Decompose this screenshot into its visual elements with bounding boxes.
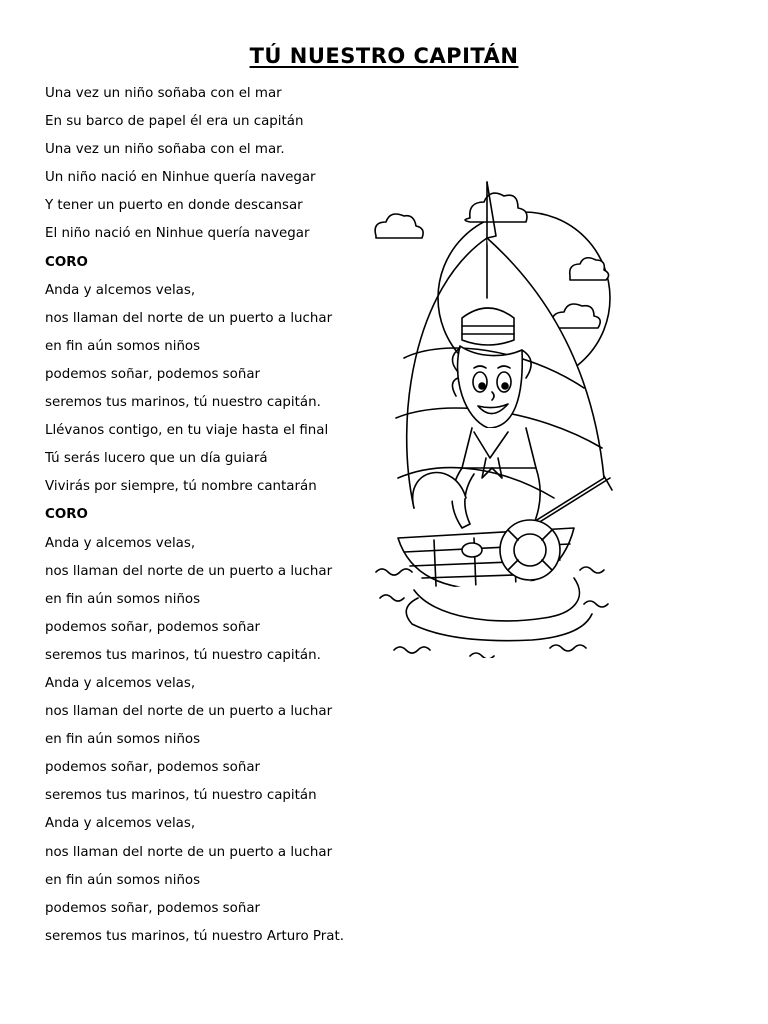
lyric-line: nos llaman del norte de un puerto a luchar: [45, 844, 333, 860]
lyric-line: podemos soñar, podemos soñar: [45, 760, 261, 776]
lyric-line: podemos soñar, podemos soñar: [45, 619, 261, 635]
lyric-line: Una vez un niño soñaba con el mar.: [45, 142, 285, 158]
lyric-line: nos llaman del norte de un puerto a luchar: [45, 563, 333, 579]
page-title: [0, 44, 768, 68]
lyric-line: seremos tus marinos, tú nuestro capitán.: [45, 395, 321, 411]
lyric-line: Tú serás lucero que un día guiará: [45, 451, 268, 467]
chorus-heading: CORO: [45, 254, 88, 270]
page-title-text: TÚ NUESTRO CAPITÁN: [249, 44, 519, 68]
lyric-line: Vivirás por siempre, tú nombre cantarán: [45, 479, 317, 495]
lyric-line: Y tener un puerto en donde descansar: [45, 198, 303, 214]
lyric-line: podemos soñar, podemos soñar: [45, 900, 261, 916]
lyric-line: nos llaman del norte de un puerto a luchar: [45, 310, 333, 326]
lyric-line: seremos tus marinos, tú nuestro capitán: [45, 788, 317, 804]
cloud-icon: [465, 193, 527, 222]
lyric-line: Una vez un niño soñaba con el mar: [45, 86, 282, 101]
lyric-line: podemos soñar, podemos soñar: [45, 366, 261, 382]
lyric-line: Un niño nació en Ninhue quería navegar: [45, 170, 316, 186]
lyric-line: en fin aún somos niños: [45, 338, 201, 354]
sailor-boy-sailboat-icon: [374, 178, 614, 658]
lyric-line: seremos tus marinos, tú nuestro Arturo Prat.: [45, 928, 344, 944]
lyric-line: seremos tus marinos, tú nuestro capitán.: [45, 647, 321, 663]
lyric-line: en fin aún somos niños: [45, 591, 201, 607]
lyric-line: Anda y alcemos velas,: [45, 535, 196, 551]
lyric-line: nos llaman del norte de un puerto a luchar: [45, 704, 333, 720]
lyric-line: en fin aún somos niños: [45, 872, 201, 888]
lyric-line: El niño nació en Ninhue quería navegar: [45, 226, 310, 242]
lyric-line: Anda y alcemos velas,: [45, 675, 196, 691]
song-lyrics: [45, 80, 344, 951]
lyric-line: en fin aún somos niños: [45, 732, 201, 748]
lyric-line: Anda y alcemos velas,: [45, 816, 196, 832]
lyric-line: En su barco de papel él era un capitán: [45, 114, 304, 130]
chorus-heading: CORO: [45, 507, 88, 523]
lyric-line: Llévanos contigo, en tu viaje hasta el final: [45, 423, 329, 439]
lyric-line: Anda y alcemos velas,: [45, 282, 196, 298]
